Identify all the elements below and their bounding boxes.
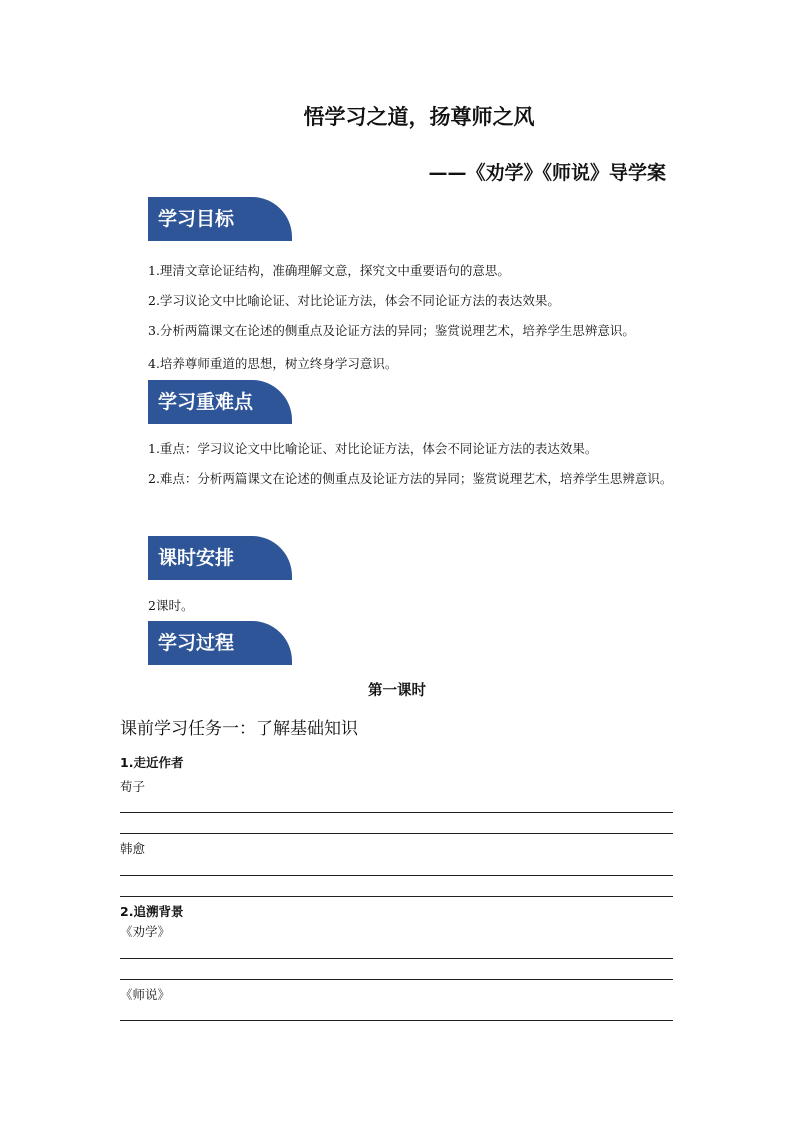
background-label-shishuo: 《师说》 <box>120 987 171 1002</box>
goal-item: 1.理清文章论证结构，准确理解文意，探究文中重要语句的意思。 <box>148 263 510 278</box>
answer-line[interactable] <box>120 1020 673 1021</box>
section-banner-key-points: 学习重难点 <box>148 380 292 424</box>
page-title: 悟学习之道，扬尊师之风 <box>303 105 535 129</box>
author-label-xunzi: 荀子 <box>120 779 146 794</box>
answer-line[interactable] <box>120 979 673 980</box>
page-subtitle: ——《劝学》《师说》导学案 <box>428 162 666 184</box>
answer-line[interactable] <box>120 958 673 959</box>
task-title: 课前学习任务一：了解基础知识 <box>120 719 358 739</box>
subsection-heading-background: 2.追溯背景 <box>120 904 184 919</box>
answer-line[interactable] <box>120 833 673 834</box>
key-point-item: 2.难点：分析两篇课文在论述的侧重点及论证方法的异同；鉴赏说理艺术，培养学生思辨意识。 <box>148 471 673 486</box>
section-banner-process: 学习过程 <box>148 621 292 665</box>
background-label-quanxue: 《劝学》 <box>120 924 171 939</box>
answer-line[interactable] <box>120 875 673 876</box>
subsection-heading-authors: 1.走近作者 <box>120 755 184 770</box>
goal-item: 2.学习议论文中比喻论证、对比论证方法，体会不同论证方法的表达效果。 <box>148 293 560 308</box>
section-banner-schedule: 课时安排 <box>148 536 292 580</box>
goal-item: 4.培养尊师重道的思想，树立终身学习意识。 <box>148 356 398 371</box>
lesson-title: 第一课时 <box>368 683 426 699</box>
key-point-item: 1.重点：学习议论文中比喻论证、对比论证方法，体会不同论证方法的表达效果。 <box>148 441 598 456</box>
author-label-hanyu: 韩愈 <box>120 841 146 856</box>
answer-line[interactable] <box>120 896 673 897</box>
section-banner-goals: 学习目标 <box>148 197 292 241</box>
schedule-text: 2课时。 <box>148 598 194 613</box>
goal-item: 3.分析两篇课文在论述的侧重点及论证方法的异同；鉴赏说理艺术，培养学生思辨意识。 <box>148 323 635 338</box>
answer-line[interactable] <box>120 812 673 813</box>
